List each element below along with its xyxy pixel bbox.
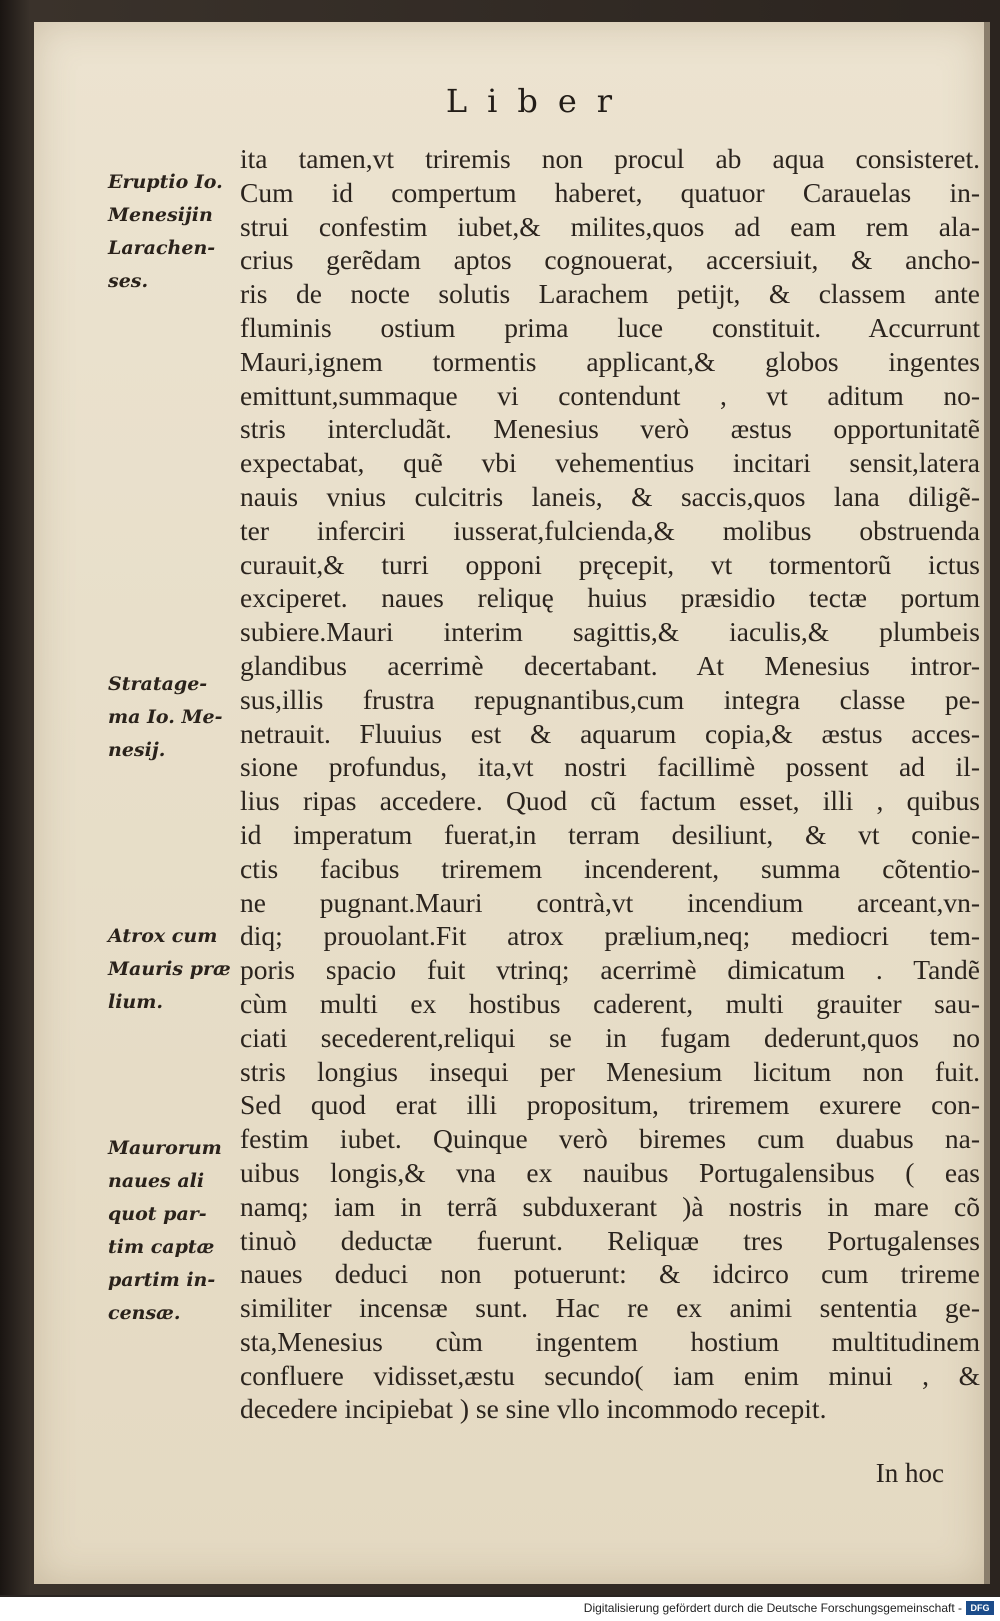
marginal-note-line: ses.: [108, 270, 149, 292]
marginal-note-stratagema: [108, 668, 238, 767]
marginal-note-line: tim captæ: [108, 1236, 215, 1258]
body-text-line: nauis vnius culcitris laneis, & saccis,quos lana diligẽ-: [240, 480, 980, 512]
body-text-line: sta,Menesius cùm ingentem hostium multitudinem: [240, 1325, 980, 1357]
body-text-line: namq; iam in terrã subduxerant )à nostris in mare cõ: [240, 1190, 980, 1222]
body-text-line: sione profundus, ita,vt nostri facillimè possent ad il-: [240, 751, 980, 783]
marginal-note-line: partim in-: [108, 1269, 216, 1291]
body-text-line: curauit,& turri opponi pręcepit, vt tormentorũ ictus: [240, 548, 980, 580]
body-text-line: glandibus acerrimè decertabant. At Menesius intror-: [240, 649, 980, 681]
body-text-line: subiere.Mauri interim sagittis,& iaculis,& plumbeis: [240, 616, 980, 648]
body-text-line: stris intercludãt. Menesius verò æstus opportunitatẽ: [240, 413, 980, 445]
body-text: [240, 142, 980, 1426]
body-text-line: strui confestim iubet,& milites,quos ad eam rem ala-: [240, 210, 980, 242]
marginal-note-line: naues ali: [108, 1170, 205, 1192]
body-text-line: expectabat, quẽ vbi vehementius incitari sensit,latera: [240, 447, 980, 479]
marginal-note-line: Larachen-: [108, 237, 216, 259]
marginal-note-line: Menesijin: [108, 204, 213, 226]
body-text-line: decedere incipiebat ) se sine vllo incommodo recepit.: [240, 1393, 827, 1425]
body-text-line: ter inferciri iusserat,fulcienda,& molibus obstruenda: [240, 514, 980, 546]
body-text-line: ris de nocte solutis Larachem petijt, & classem ante: [240, 278, 980, 310]
body-text-line: ita tamen,vt triremis non procul ab aqua consisteret.: [240, 143, 980, 174]
body-text-line: ciati secederent,reliqui se in fugam dederunt,quos no: [240, 1021, 980, 1053]
body-text-line: festim iubet. Quinque verò biremes cum duabus na-: [240, 1123, 980, 1155]
body-text-line: stris longius insequi per Menesium licitum non fuit.: [240, 1055, 980, 1087]
body-text-line: similiter incensæ sunt. Hac re ex animi sententia ge-: [240, 1292, 980, 1324]
body-text-line: sus,illis frustra repugnantibus,cum integra classe pe-: [240, 683, 980, 715]
body-text-line: crius gerẽdam aptos cognouerat, accersiuit, & ancho-: [240, 244, 980, 276]
marginal-note-line: nesij.: [108, 739, 166, 761]
marginal-note-atrox: [108, 920, 238, 1019]
book-page: [34, 22, 990, 1584]
funding-notice: Digitalisierung gefördert durch die Deutsche Forschungsgemeinschaft -: [583, 1601, 962, 1615]
body-text-line: Sed quod erat illi propositum, triremem exurere con-: [240, 1089, 980, 1121]
marginal-note-line: Eruptio Io.: [108, 171, 223, 193]
catchword: In hoc: [875, 1458, 944, 1488]
body-text-line: uibus longis,& vna ex nauibus Portugalensibus ( eas: [240, 1156, 980, 1188]
running-head: Liber: [445, 82, 633, 120]
marginal-note-line: Maurorum: [108, 1137, 222, 1159]
marginal-note-line: quot par-: [108, 1203, 207, 1225]
marginal-note-line: lium.: [108, 991, 163, 1013]
footer-bar: [0, 1597, 1000, 1621]
body-text-line: Mauri,ignem tormentis applicant,& globos ingentes: [240, 345, 980, 377]
dfg-logo-icon: DFG: [966, 1601, 994, 1615]
marginal-note-line: Atrox cum: [108, 925, 218, 947]
marginal-note-eruptio: [108, 166, 238, 298]
body-text-line: netrauit. Fluuius est & aquarum copia,& æstus acces-: [240, 717, 980, 749]
body-text-line: exciperet. naues reliquę huius præsidio tectæ portum: [240, 582, 980, 614]
body-text-line: fluminis ostium prima luce constituit. Accurrunt: [240, 311, 980, 343]
body-text-line: naues deduci non potuerunt: & idcirco cum trireme: [240, 1258, 980, 1290]
marginal-note-maurorum: [108, 1132, 238, 1330]
body-text-line: cùm multi ex hostibus caderent, multi grauiter sau-: [240, 987, 980, 1019]
body-text-line: Cum id compertum haberet, quatuor Carauelas in-: [240, 176, 980, 208]
marginal-note-line: censæ.: [108, 1302, 181, 1324]
body-text-line: tinuò deductæ fuerunt. Reliquæ tres Portugalenses: [240, 1224, 980, 1256]
body-text-line: poris spacio fuit vtrinq; acerrimè dimicatum . Tandẽ: [240, 954, 980, 986]
body-text-line: id imperatum fuerat,in terram desiliunt, & vt conie-: [240, 818, 980, 850]
body-text-line: confluere vidisset,æstu secundo( iam enim minui , &: [240, 1359, 980, 1391]
marginal-note-line: Stratage-: [108, 673, 208, 695]
marginal-note-line: Mauris præ: [108, 958, 231, 980]
marginal-note-line: ma Io. Me-: [108, 706, 223, 728]
body-text-line: lius ripas accedere. Quod cũ factum esset, illi , quibus: [240, 785, 980, 817]
body-text-line: diq; prouolant.Fit atrox prælium,neq; mediocri tem-: [240, 920, 980, 952]
body-text-line: emittunt,summaque vi contendunt , vt aditum no-: [240, 379, 980, 411]
body-text-line: ctis facibus triremem incenderent, summa cõtentio-: [240, 852, 980, 884]
body-text-line: ne pugnant.Mauri contrà,vt incendium arceant,vn-: [240, 886, 980, 918]
